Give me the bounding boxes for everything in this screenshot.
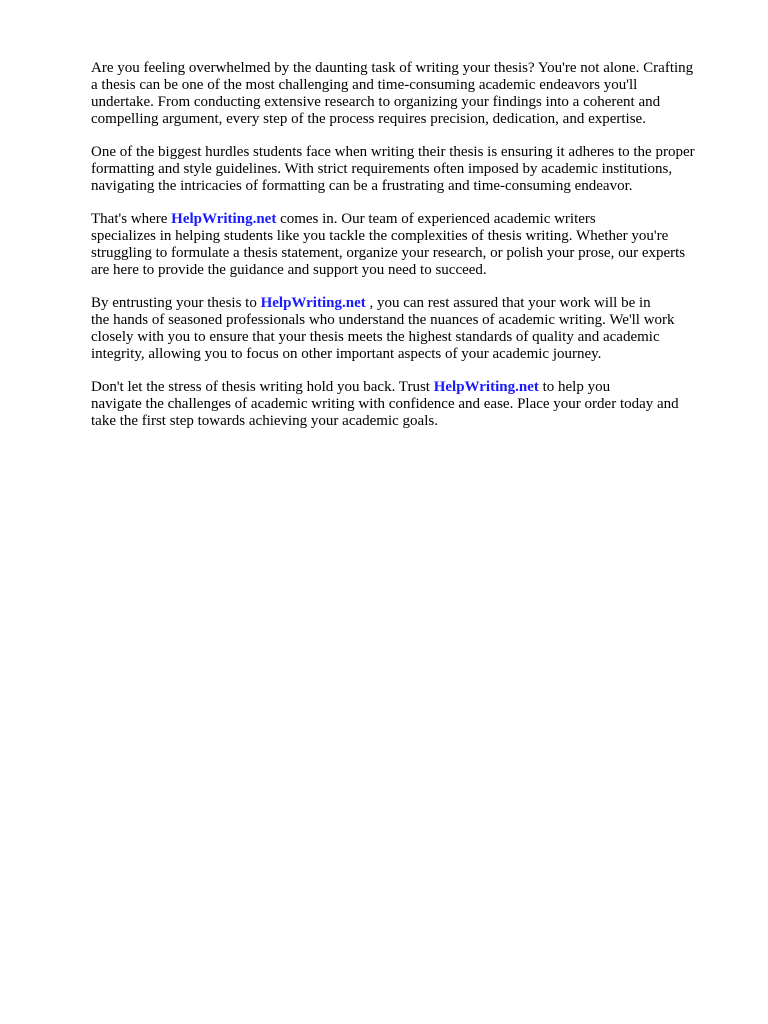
paragraph-formatting: One of the biggest hurdles students face when writing their thesis is ensuring it adheres to the proper formatting and style guidelines. With strict requirements often imposed by academic institutions, navigating the intricacies of formatting can be a frustrating and time-consuming endeavor. — [91, 144, 695, 194]
helpwriting-link[interactable]: HelpWriting.net — [433, 379, 539, 395]
helpwriting-link[interactable]: HelpWriting.net — [260, 295, 366, 311]
helpwriting-link[interactable]: HelpWriting.net — [171, 211, 277, 227]
document-body — [91, 60, 741, 446]
paragraph-text: Don't let the stress of thesis writing hold you back. Trust — [91, 379, 434, 395]
paragraph-text: to help you navigate the challenges of academic writing with confidence and ease. Place your order today and take the first step towards achieving your academic goals. — [91, 379, 679, 429]
paragraph-thats-where — [91, 211, 741, 279]
paragraph-intro: Are you feeling overwhelmed by the daunting task of writing your thesis? You're not alone. Crafting a thesis can be one of the most challenging and time-consuming academic endeavors you'll undertake. From conducting extensive research to organizing your findings into a coherent and compelling argument, every step of the process requires precision, dedication, and expertise. — [91, 60, 694, 127]
paragraph-entrusting — [91, 295, 741, 363]
paragraph-text: By entrusting your thesis to — [91, 295, 261, 311]
paragraph-closing — [91, 379, 741, 430]
paragraph-text: That's where — [91, 211, 172, 227]
paragraph-text: , you can rest assured that your work will be in the hands of seasoned professionals who understand the nuances of academic writing. We'll work closely with you to ensure that your thesis meets the highest standards of quality and academic integrity, allowing you to focus on other important aspects of your academic journey. — [91, 295, 675, 362]
paragraph-text: comes in. Our team of experienced academic writers specializes in helping students like you tackle the complexities of thesis writing. Whether you're struggling to formulate a thesis statement, organize your research, or polish your prose, our experts are here to provide the guidance and support you need to succeed. — [91, 211, 686, 278]
